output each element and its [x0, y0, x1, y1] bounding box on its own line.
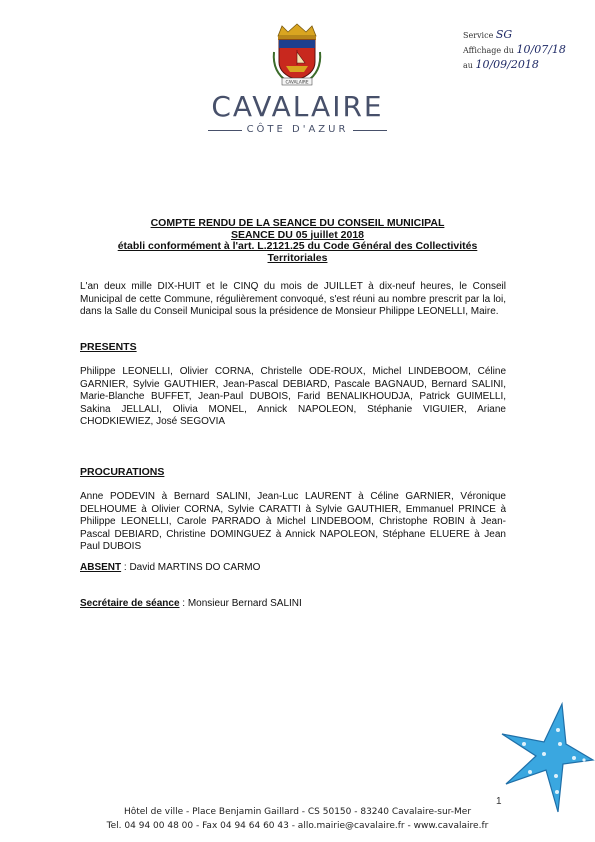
stamp-until-label: au	[463, 61, 473, 70]
logo-divider-right	[353, 130, 387, 131]
presents-title: PRESENTS	[80, 341, 137, 353]
procurations-title: PROCURATIONS	[80, 466, 165, 478]
secretary-value: : Monsieur Bernard SALINI	[179, 598, 302, 609]
report-heading	[0, 218, 595, 264]
stamp-display-value: 10/07/18	[516, 43, 566, 56]
stamp-until-value: 10/09/2018	[475, 58, 539, 71]
heading-line-2: SEANCE DU 05 juillet 2018	[230, 228, 365, 241]
secretary-line	[80, 598, 302, 609]
procurations-list: Anne PODEVIN à Bernard SALINI, Jean-Luc LAURENT à Céline GARNIER, Véronique DELHOUME à Olivier CORNA, Sylvie CARATTI à Sylvie GAUTHIER, Emmanuel PRINCE à Philippe LEONELLI, Carole PARRADO à Michel LINDEBOOM, Christophe ROBIN à Jean-Pascal DEBIARD, Christine DOMINGUEZ à Annick NAPOLEON, Stéphane ELUERE à Jean Paul DUBOIS	[80, 491, 506, 552]
absent-value: : David MARTINS DO CARMO	[121, 562, 261, 573]
svg-text:CAVALAIRE: CAVALAIRE	[285, 79, 309, 85]
stamp-display-label: Affichage du	[463, 46, 514, 55]
logo-title: CAVALAIRE	[211, 90, 384, 123]
footer-contact: Tel. 04 94 00 48 00 - Fax 04 94 64 60 43 - allo.mairie@cavalaire.fr - www.cavalaire.fr	[106, 821, 489, 831]
absent-line	[80, 562, 260, 573]
heading-line-1: COMPTE RENDU DE LA SEANCE DU CONSEIL MUNICIPAL	[150, 217, 445, 229]
heading-line-4: Territoriales	[267, 251, 328, 264]
stamp-service-label: Service	[463, 31, 494, 40]
secretary-label: Secrétaire de séance	[80, 598, 180, 609]
presents-list: Philippe LEONELLI, Olivier CORNA, Christelle ODE-ROUX, Michel LINDEBOOM, Céline GARNIER, Sylvie GAUTHIER, Jean-Pascal DEBIARD, Pascale BAGNAUD, Bernard SALINI, Marie-Blanche BUFFET, Jean-Paul DUBOIS, Farid BENALIKHOUDJA, Patrick GUIMELLI, Sakina JELLALI, Olivia MONEL, Annick NAPOLEON, Stéphanie VIGUIER, Ariane CHODKIEWIEZ, José SEGOVIA	[80, 366, 506, 427]
intro-paragraph: L'an deux mille DIX-HUIT et le CINQ du mois de JUILLET à dix-neuf heures, le Conseil Municipal de cette Commune, régulièrement convoqué, s'est réuni au nombre prescrit par la loi, dans la Salle du Conseil Municipal sous la présidence de Monsieur Philippe LEONELLI, Maire.	[80, 281, 506, 317]
town-crest-icon	[268, 22, 326, 86]
footer-address: Hôtel de ville - Place Benjamin Gaillard - CS 50150 - 83240 Cavalaire-sur-Mer	[123, 807, 472, 817]
stamp-service-value: SG	[495, 28, 513, 41]
starfish-icon	[500, 700, 595, 815]
page-number: 1	[496, 796, 502, 807]
absent-label: ABSENT	[80, 562, 122, 573]
display-stamp	[463, 28, 588, 73]
heading-line-3: établi conformément à l'art. L.2121.25 du Code Général des Collectivités	[117, 240, 478, 252]
logo-subtitle: CÔTE D'AZUR	[246, 124, 349, 135]
